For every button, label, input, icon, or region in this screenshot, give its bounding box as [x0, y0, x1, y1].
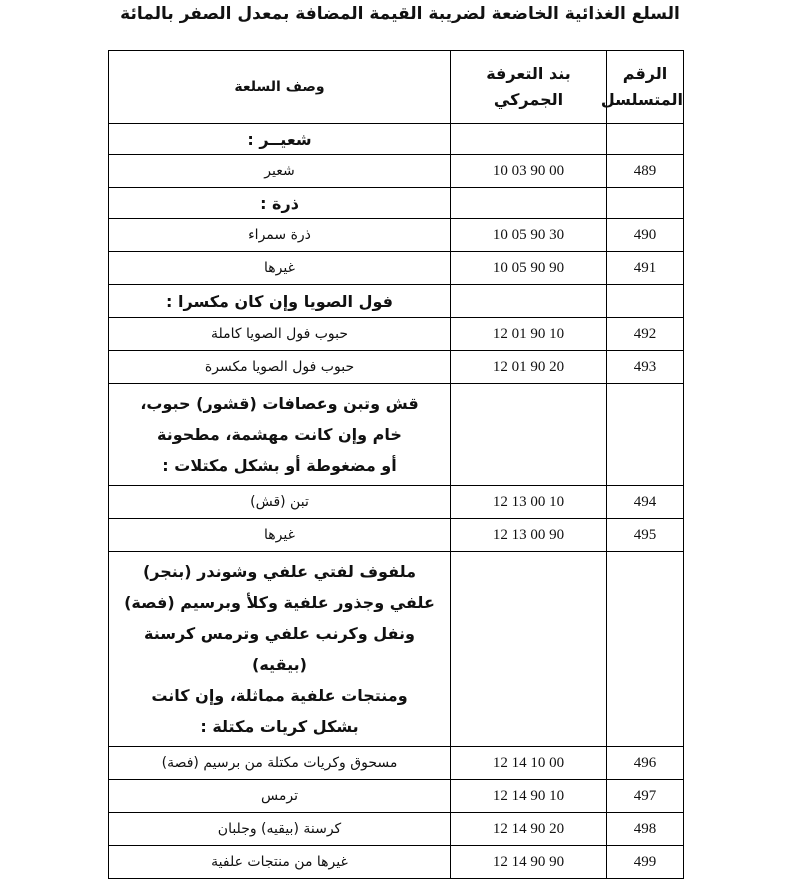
table-row [109, 486, 684, 519]
tariff-code-cell: 10 05 90 30 [451, 219, 607, 252]
description-cell: قش وتبن وعصافات (قشور) حبوب، خام وإن كانت مهشمة، مطحونة أو مضغوطة أو بشكل مكتلات : [109, 384, 451, 486]
tariff-code-cell: 12 13 00 10 [451, 486, 607, 519]
section-heading-row [109, 285, 684, 318]
serial-cell: 493 [607, 351, 684, 384]
table-row [109, 519, 684, 552]
description-cell: ترمس [109, 780, 451, 813]
serial-cell [607, 285, 684, 318]
serial-cell: 494 [607, 486, 684, 519]
table-body [109, 124, 684, 879]
serial-cell: 489 [607, 155, 684, 188]
description-cell: ذرة سمراء [109, 219, 451, 252]
table-row [109, 747, 684, 780]
description-cell: شعيــر : [109, 124, 451, 155]
serial-cell [607, 384, 684, 486]
tariff-code-cell: 12 01 90 20 [451, 351, 607, 384]
section-heading-row [109, 384, 684, 486]
tariff-code-cell: 12 14 10 00 [451, 747, 607, 780]
tariff-code-cell: 12 14 90 20 [451, 813, 607, 846]
table-row [109, 155, 684, 188]
tariff-code-cell: 12 14 90 90 [451, 846, 607, 879]
tariff-code-cell: 12 14 90 10 [451, 780, 607, 813]
tariff-code-cell [451, 188, 607, 219]
section-heading-row [109, 188, 684, 219]
description-cell: كرسنة (بيقيه) وجلبان [109, 813, 451, 846]
serial-cell: 497 [607, 780, 684, 813]
tariff-code-cell: 12 13 00 90 [451, 519, 607, 552]
tariff-code-cell [451, 552, 607, 747]
serial-cell: 496 [607, 747, 684, 780]
serial-cell [607, 552, 684, 747]
tariff-code-cell: 12 01 90 10 [451, 318, 607, 351]
table-row [109, 252, 684, 285]
section-heading-row [109, 124, 684, 155]
description-cell: غيرها من منتجات علفية [109, 846, 451, 879]
tariff-table [108, 50, 684, 879]
tariff-code-cell: 10 05 90 90 [451, 252, 607, 285]
table-row [109, 219, 684, 252]
page-title: السلع الغذائية الخاضعة لضريبة القيمة المضافة بمعدل الصفر بالمائة [120, 4, 680, 24]
serial-cell: 495 [607, 519, 684, 552]
header-description: وصف السلعة [109, 51, 451, 124]
description-cell: حبوب فول الصويا مكسرة [109, 351, 451, 384]
header-serial: الرقم المتسلسل [607, 51, 684, 124]
description-cell: فول الصويا وإن كان مكسرا : [109, 285, 451, 318]
description-cell: غيرها [109, 252, 451, 285]
section-heading-row [109, 552, 684, 747]
table-row [109, 813, 684, 846]
tariff-code-cell [451, 285, 607, 318]
description-cell: حبوب فول الصويا كاملة [109, 318, 451, 351]
serial-cell: 490 [607, 219, 684, 252]
header-tariff-code: بند التعرفة الجمركي [451, 51, 607, 124]
tariff-code-cell [451, 384, 607, 486]
table-row [109, 351, 684, 384]
serial-cell: 491 [607, 252, 684, 285]
serial-cell: 492 [607, 318, 684, 351]
serial-cell [607, 188, 684, 219]
table-header-row [109, 51, 684, 124]
serial-cell: 498 [607, 813, 684, 846]
description-cell: شعير [109, 155, 451, 188]
serial-cell: 499 [607, 846, 684, 879]
table-row [109, 318, 684, 351]
description-cell: ملفوف لفتي علفي وشوندر (بنجر) علفي وجذور علفية وكلأ وبرسيم (فصة) ونفل وكرنب علفي وترمس كرسنة (بيقيه) ومنتجات علفية مماثلة، وإن كانت بشكل كريات مكتلة : [109, 552, 451, 747]
serial-cell [607, 124, 684, 155]
description-cell: مسحوق وكريات مكتلة من برسيم (فصة) [109, 747, 451, 780]
description-cell: ذرة : [109, 188, 451, 219]
description-cell: غيرها [109, 519, 451, 552]
table-row [109, 846, 684, 879]
tariff-code-cell [451, 124, 607, 155]
description-cell: تبن (قش) [109, 486, 451, 519]
table-row [109, 780, 684, 813]
tariff-code-cell: 10 03 90 00 [451, 155, 607, 188]
